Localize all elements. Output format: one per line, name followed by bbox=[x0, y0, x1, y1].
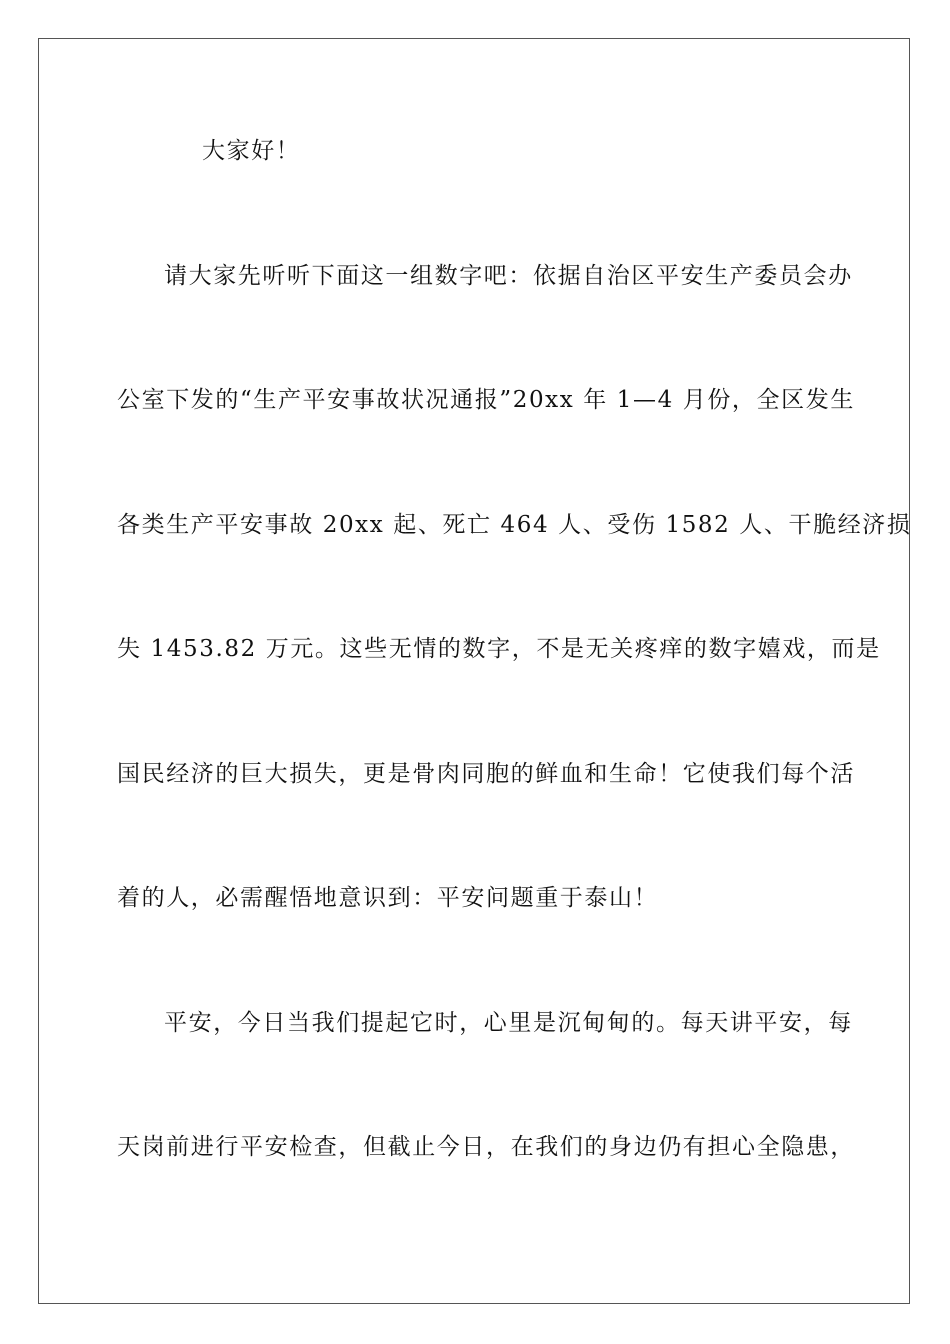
paragraph-1-line-4: 失 1453.82 万元。这些无情的数字，不是无关疼痒的数字嬉戏，而是 bbox=[117, 636, 881, 662]
paragraph-2-line-1: 平安，今日当我们提起它时，心里是沉甸甸的。每天讲平安，每 bbox=[164, 1010, 853, 1036]
paragraph-1-line-6: 着的人，必需醒悟地意识到：平安问题重于泰山！ bbox=[117, 885, 659, 911]
page-frame bbox=[38, 38, 910, 1304]
greeting-text: 大家好！ bbox=[202, 138, 301, 164]
paragraph-1-line-1: 请大家先听听下面这一组数字吧：依据自治区平安生产委员会办 bbox=[164, 263, 853, 289]
paragraph-1-line-2: 公室下发的“生产平安事故状况通报”20xx 年 1—4 月份，全区发生 bbox=[117, 387, 855, 413]
paragraph-1-line-5: 国民经济的巨大损失，更是骨肉同胞的鲜血和生命！它使我们每个活 bbox=[117, 761, 855, 787]
paragraph-2-line-2: 天岗前进行平安检查，但截止今日，在我们的身边仍有担心全隐患， bbox=[117, 1134, 855, 1160]
paragraph-1-line-3: 各类生产平安事故 20xx 起、死亡 464 人、受伤 1582 人、干脆经济损 bbox=[117, 512, 912, 538]
